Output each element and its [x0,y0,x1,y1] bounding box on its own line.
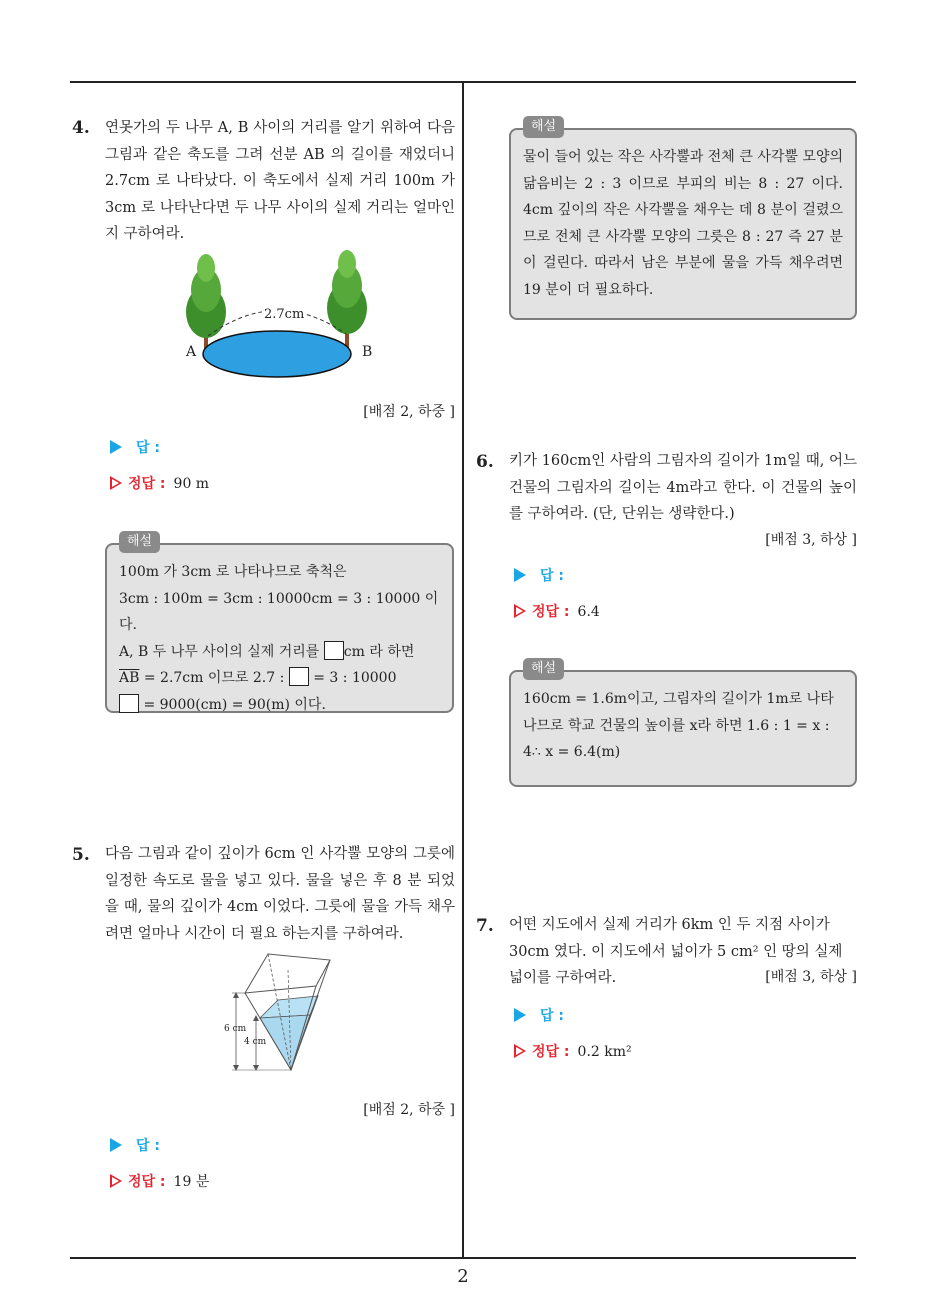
answer-label: 답 : [540,1008,564,1024]
correct-label: 정답 : [532,1044,570,1060]
problem-5-text: 다음 그림과 같이 깊이가 6cm 인 사각뿔 모양의 그릇에 일정한 속도로 물을 넣고 있다. 물을 넣은 후 8 분 되었을 때, 물의 깊이가 4cm 이었다. 그릇에 물을 가득 채우려면 얼마나 시간이 더 필요 하는지를 구하여라. [105,846,455,942]
problem-4-meta: [배점 2, 하중 ] [363,404,455,420]
problem-5-explanation-box [509,119,857,320]
answer-arrow-icon [514,568,526,582]
problem-4-correct-row [110,473,209,493]
problem-4-answer-row [110,437,160,457]
pyramid-container-figure [220,948,340,1078]
answer-label: 답 : [136,440,160,456]
correct-value: 90 m [173,476,210,492]
explanation-line-5: = 9000(cm) = 90(m) 이다. [119,692,440,719]
problem-7-text: 어떤 지도에서 실제 거리가 6km 인 두 지점 사이가 30cm 였다. 이 지도에서 넓이가 5 cm² 인 땅의 실제 넓이를 구하여라. [509,917,843,986]
problem-4-explanation-box [105,534,454,713]
problem-5-correct-row [110,1171,209,1191]
problem-6-number: 6. [476,452,494,472]
answer-arrow-icon [110,440,122,454]
explanation-tag: 해설 [119,531,160,553]
explanation-line-1: 160cm = 1.6m이고, 그림자의 길이가 1m로 나타 [523,691,834,707]
explanation-line-2: 나므로 학교 건물의 높이를 x라 하면 1.6 : 1 = x : [523,717,830,734]
explanation-line-2: 3cm : 100m = 3cm : 10000cm = 3 : 10000 이다. [119,590,439,633]
page-number: 2 [457,1266,469,1287]
correct-value: 19 분 [173,1174,210,1190]
answer-label: 답 : [136,1138,160,1154]
problem-6-correct-row [514,601,600,621]
problem-6-explanation-box [509,661,857,787]
problem-6-text: 키가 160cm인 사람의 그림자의 길이가 1m일 때, 어느 건물의 그림자의 길이는 4m라고 한다. 이 건물의 높이를 구하여라. (단, 단위는 생략한다.) [509,453,857,522]
problem-7-number: 7. [476,916,494,936]
explanation-tag: 해설 [523,658,564,680]
problem-4-number: 4. [72,118,90,138]
figure-label-a: A [186,344,197,360]
blank-box [119,694,139,713]
correct-label: 정답 : [128,1174,166,1190]
explanation-tag: 해설 [523,116,564,138]
problem-4-text: 연못가의 두 나무 A, B 사이의 거리를 알기 위하여 다음 그림과 같은 축도를 그려 선분 AB 의 길이를 재었더니 2.7cm 로 나타났다. 이 축도에서 실제 거리 100m 가 3cm 로 나타난다면 두 나무 사이의 실제 거리는 얼마인지 구하여라. [105,120,455,242]
figure-depth-label: 6 cm [224,1024,247,1034]
correct-label: 정답 : [532,604,570,620]
correct-value: 6.4 [577,604,600,620]
correct-value: 0.2 km² [577,1044,632,1060]
answer-arrow-icon [110,1138,122,1152]
explanation-text: 물이 들어 있는 작은 사각뿔과 전체 큰 사각뿔 모양의 닮음비는 2 : 3 이므로 부피의 비는 8 : 27 이다. 4cm 깊이의 작은 사각뿔을 채우는 데 8 분이 걸렸으므로 전체 큰 사각뿔 모양의 그릇은 8 : 27 즉 27 분이 걸린다. 따라서 남은 부분에 물을 가득 채우려면 19 분이 더 필요하다. [523,149,843,298]
figure-distance-label: 2.7cm [264,307,305,322]
problem-5-meta: [배점 2, 하중 ] [363,1102,455,1118]
column-divider [462,82,464,1259]
explanation-line-3: 4∴ x = 6.4(m) [523,744,621,760]
correct-arrow-icon [110,1174,122,1188]
correct-arrow-icon [110,476,122,490]
problem-7-answer-row [514,1005,564,1025]
answer-arrow-icon [514,1008,526,1022]
problem-6-answer-row [514,565,564,585]
correct-label: 정답 : [128,476,166,492]
problem-7-meta: [배점 3, 하상 ] [765,969,857,985]
answer-label: 답 : [540,568,564,584]
problem-7-correct-row [514,1041,632,1061]
figure-label-b: B [362,344,373,360]
problem-6-meta: [배점 3, 하상 ] [765,532,857,548]
problem-5-number: 5. [72,845,90,865]
blank-box [324,641,344,660]
correct-arrow-icon [514,1044,526,1058]
figure-water-label: 4 cm [244,1037,267,1047]
problem-5-answer-row [110,1135,160,1155]
explanation-line-1: 100m 가 3cm 로 나타나므로 축척은 [119,564,347,580]
blank-box [289,667,309,686]
explanation-line-4: $\overline{AB} = 2.7cm$ 이므로 2.7 : = 3 : 10000 [119,665,440,692]
explanation-line-3: A, B 두 나무 사이의 실제 거리를 cm 라 하면 [119,639,440,666]
correct-arrow-icon [514,604,526,618]
